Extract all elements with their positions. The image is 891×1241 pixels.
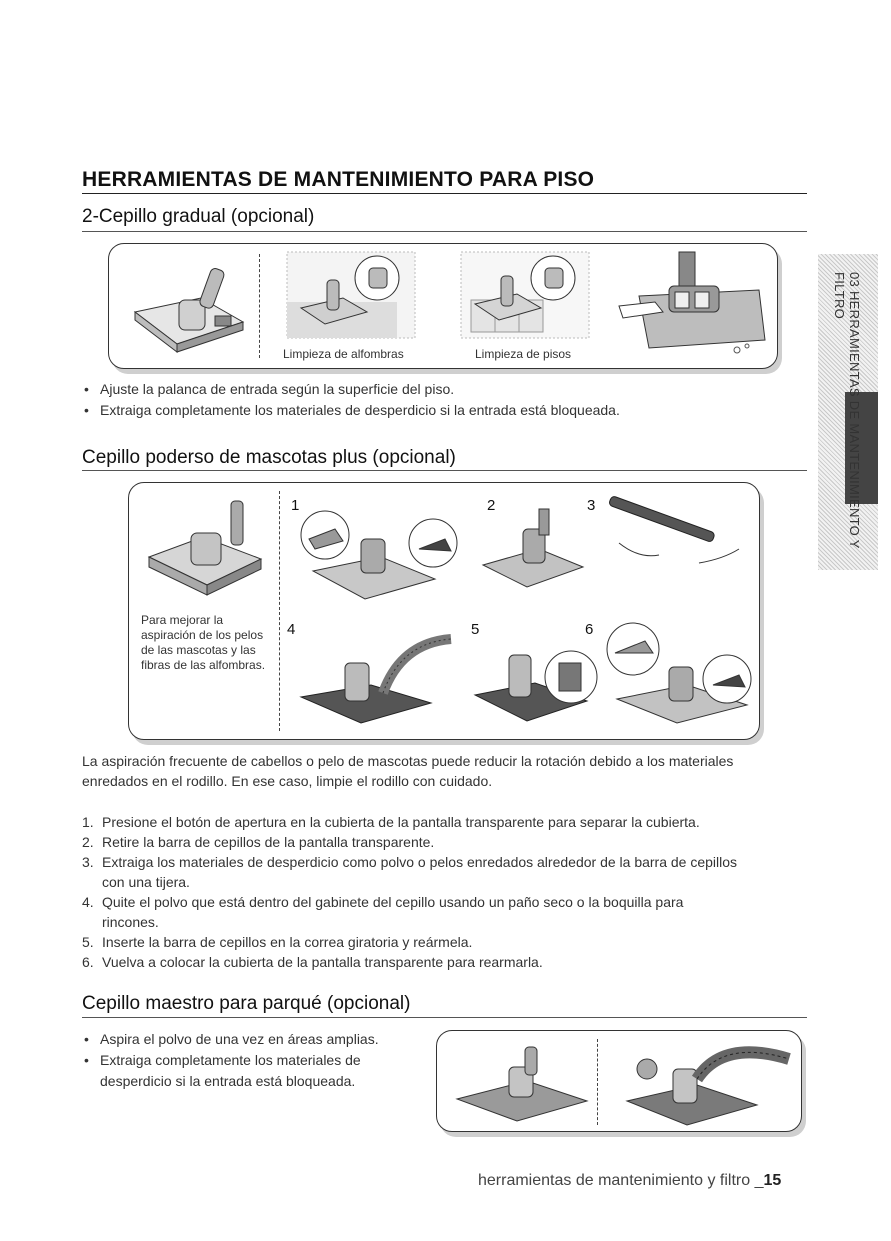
step-number-3: 3	[587, 497, 596, 514]
figure-divider	[279, 491, 280, 731]
floor-cleaning-illustration	[461, 252, 591, 340]
debris-removal-illustration	[619, 252, 769, 360]
list-item	[82, 852, 812, 892]
list-item: • Ajuste la palanca de entrada según la superficie del piso.	[82, 379, 802, 400]
pet-brush-illustration	[143, 497, 267, 597]
step-text: Vuelva a colocar la cubierta de la pantalla transparente para rearmarla.	[102, 954, 543, 970]
list-item: • Extraiga completamente los materiales de desperdicio si la entrada está bloqueada.	[82, 400, 802, 421]
parquet-brush-bullets	[82, 1029, 432, 1092]
step-index: 3.	[82, 854, 94, 870]
pet-brush-note	[141, 613, 265, 673]
step-1-illustration	[295, 509, 465, 609]
step-index: 1.	[82, 814, 94, 830]
step-6-illustration	[597, 619, 757, 729]
step-number-4: 4	[287, 621, 296, 638]
list-item	[82, 1029, 432, 1050]
step-5-illustration	[475, 633, 605, 729]
pet-brush-figure-panel	[128, 482, 760, 740]
step-index: 4.	[82, 894, 94, 910]
paragraph-line: La aspiración frecuente de cabellos o pelo de mascotas puede reducir la rotación debido a los materiales	[82, 753, 734, 769]
bullet-line: • Aspira el polvo de una vez en áreas amplias.	[100, 1031, 379, 1047]
step-number-6: 6	[585, 621, 594, 638]
note-line: Para mejorar la	[141, 613, 224, 627]
figure-divider	[597, 1039, 598, 1125]
footer-text: herramientas de mantenimiento y filtro _	[478, 1172, 764, 1189]
gradual-brush-illustration	[131, 264, 251, 354]
list-item	[82, 1050, 432, 1092]
page-footer	[478, 1172, 781, 1190]
carpet-cleaning-illustration	[287, 252, 417, 340]
gradual-brush-figure-panel	[108, 243, 778, 369]
list-item	[82, 952, 812, 972]
parquet-brush-illustration	[457, 1045, 597, 1125]
list-item	[82, 892, 812, 932]
note-line: fibras de las alfombras.	[141, 658, 266, 672]
step-index: 2.	[82, 834, 94, 850]
carpet-cleaning-caption: Limpieza de alfombras	[283, 347, 404, 361]
section-rule	[82, 231, 807, 232]
bullet-line: desperdicio si la entrada está bloqueada.	[100, 1073, 356, 1089]
step-index: 6.	[82, 954, 94, 970]
gradual-brush-bullets	[82, 379, 802, 421]
list-item	[82, 932, 812, 952]
step-index: 5.	[82, 934, 94, 950]
figure-divider	[259, 254, 260, 358]
parquet-attach-illustration	[613, 1039, 793, 1127]
section-heading-gradual-brush: 2-Cepillo gradual (opcional)	[82, 206, 315, 227]
list-item	[82, 812, 812, 832]
step-number-5: 5	[471, 621, 480, 638]
section-heading-parquet-brush: Cepillo maestro para parqué (opcional)	[82, 993, 411, 1014]
section-rule	[82, 470, 807, 471]
step-number-1: 1	[291, 497, 300, 514]
step-text: con una tijera.	[102, 874, 190, 890]
section-rule	[82, 1017, 807, 1018]
floor-cleaning-caption: Limpieza de pisos	[475, 347, 572, 361]
page-title: HERRAMIENTAS DE MANTENIMIENTO PARA PISO	[82, 168, 595, 191]
step-number-2: 2	[487, 497, 496, 514]
step-text: Retire la barra de cepillos de la pantalla transparente.	[102, 834, 435, 850]
step-4-illustration	[301, 633, 461, 729]
step-text: Inserte la barra de cepillos en la correa giratoria y reármela.	[102, 934, 473, 950]
step-3-illustration	[599, 503, 749, 583]
list-item	[82, 832, 812, 852]
paragraph-line: enredados en el rodillo. En ese caso, limpie el rodillo con cuidado.	[82, 773, 493, 789]
cleaning-steps-list	[82, 812, 812, 972]
step-text: rincones.	[102, 914, 159, 930]
bullet-line: • Extraiga completamente los materiales de	[100, 1052, 361, 1068]
title-rule	[82, 193, 807, 194]
parquet-brush-figure-panel	[436, 1030, 802, 1132]
chapter-tab-label: 03 HERRAMIENTAS DE MANTENIMIENTO Y FILTRO	[832, 272, 862, 549]
step-2-illustration	[479, 509, 589, 599]
note-line: aspiración de los pelos	[141, 628, 264, 642]
step-text: Quite el polvo que está dentro del gabinete del cepillo usando un paño seco o la boquilla para	[102, 894, 684, 910]
page-number: 15	[763, 1172, 782, 1189]
step-text: Extraiga los materiales de desperdicio como polvo o pelos enredados alrededor de la barra de cepillos	[102, 854, 738, 870]
chapter-side-tab	[818, 254, 878, 570]
hair-cleaning-paragraph	[82, 751, 812, 791]
step-text: Presione el botón de apertura en la cubierta de la pantalla transparente para separar la cubierta.	[102, 814, 700, 830]
section-heading-pet-brush: Cepillo poderso de mascotas plus (opcional)	[82, 447, 456, 468]
note-line: de las mascotas y las	[141, 643, 256, 657]
